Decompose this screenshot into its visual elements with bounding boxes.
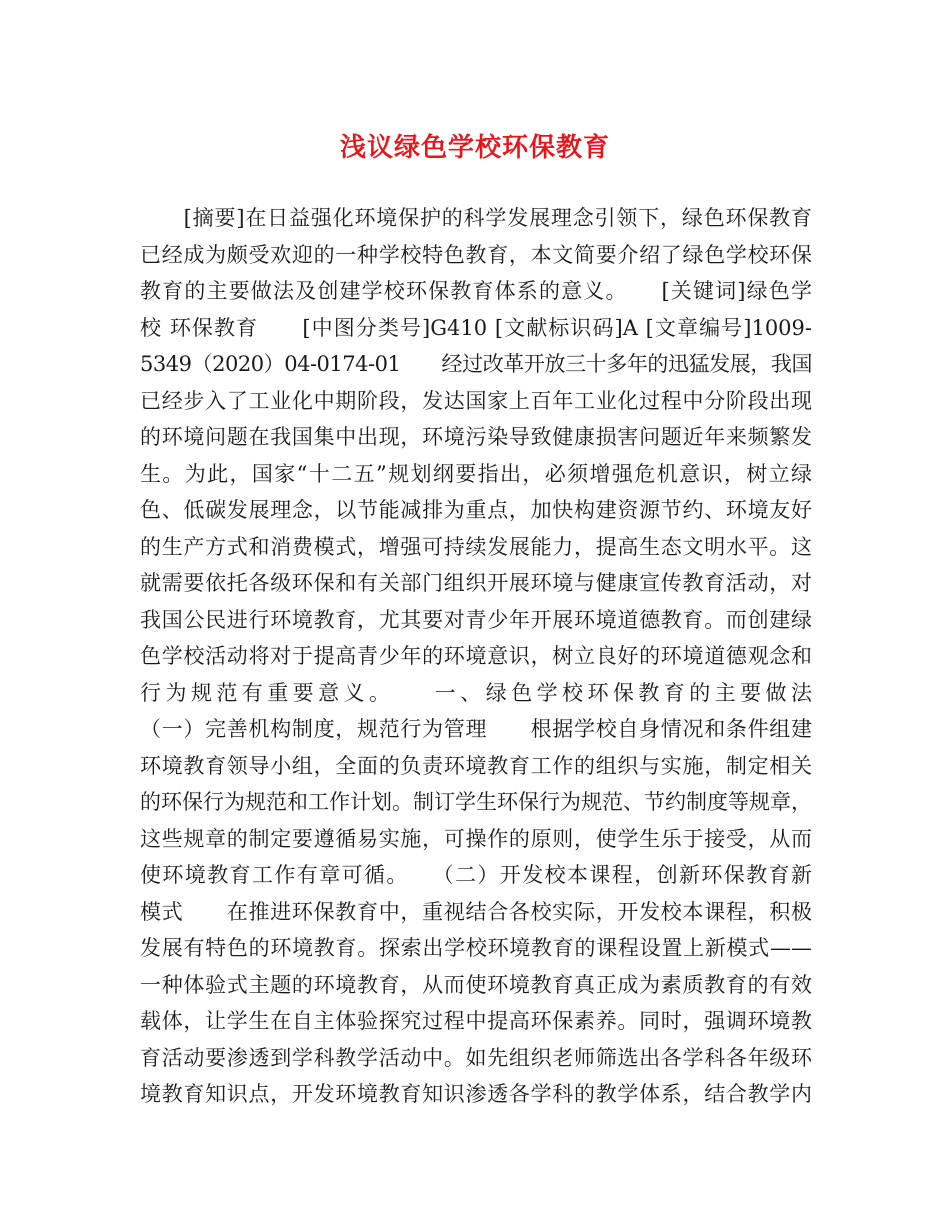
body-line: 校 环保教育 [中图分类号]G410 [文献标识码]A [文章编号]1009-	[140, 315, 812, 340]
body-line: 5349（2020）04-0174-01 经过改革开放三十多年的迅猛发展，我国	[140, 352, 812, 376]
document-body	[140, 200, 812, 1113]
body-line: 这些规章的制定要遵循易实施，可操作的原则，使学生乐于接受，从而	[140, 826, 812, 851]
body-line: 发展有特色的环境教育。探索出学校环境教育的课程设置上新模式——	[140, 936, 812, 960]
body-line: 使环境教育工作有章可循。 （二）开发校本课程，创新环保教育新	[140, 863, 812, 887]
body-line: （一）完善机构制度，规范行为管理 根据学校自身情况和条件组建	[140, 717, 812, 741]
body-line: 已经成为颇受欢迎的一种学校特色教育，本文简要介绍了绿色学校环保	[140, 242, 812, 267]
body-line: 模式 在推进环保教育中，重视结合各校实际，开发校本课程，积极	[140, 899, 812, 924]
body-line: 色学校活动将对于提高青少年的环境意识，树立良好的环境道德观念和	[140, 644, 812, 668]
body-line: 一种体验式主题的环境教育，从而使环境教育真正成为素质教育的有效	[140, 972, 812, 997]
body-line: [摘要]在日益强化环境保护的科学发展理念引领下，绿色环保教育	[140, 206, 812, 230]
body-line: 行为规范有重要意义。 一、绿色学校环保教育的主要做法	[140, 680, 812, 705]
body-line: 色、低碳发展理念，以节能减排为重点，加快构建资源节约、环境友好	[140, 498, 812, 522]
body-line: 已经步入了工业化中期阶段，发达国家上百年工业化过程中分阶段出现	[140, 388, 812, 413]
body-line: 的生产方式和消费模式，增强可持续发展能力，提高生态文明水平。这	[140, 534, 812, 559]
document-title: 浅议绿色学校环保教育	[339, 133, 610, 163]
body-line: 境教育知识点，开发环境教育知识渗透各学科的教学体系，结合教学内	[140, 1082, 812, 1106]
body-line: 的环保行为规范和工作计划。制订学生环保行为规范、节约制度等规章，	[140, 790, 812, 814]
body-line: 生。为此，国家“十二五”规划纲要指出，必须增强危机意识，树立绿	[140, 461, 812, 486]
body-line: 我国公民进行环境教育，尤其要对青少年开展环境道德教育。而创建绿	[140, 607, 812, 632]
body-line: 就需要依托各级环保和有关部门组织开展环境与健康宣传教育活动，对	[140, 571, 812, 595]
body-line: 载体，让学生在自主体验探究过程中提高环保素养。同时，强调环境教	[140, 1009, 812, 1033]
body-line: 的环境问题在我国集中出现，环境污染导致健康损害问题近年来频繁发	[140, 425, 812, 449]
body-line: 教育的主要做法及创建学校环保教育体系的意义。 [关键词]绿色学	[140, 279, 812, 303]
body-line: 环境教育领导小组，全面的负责环境教育工作的组织与实施，制定相关	[140, 753, 812, 778]
body-line: 育活动要渗透到学科教学活动中。如先组织老师筛选出各学科各年级环	[140, 1045, 812, 1070]
